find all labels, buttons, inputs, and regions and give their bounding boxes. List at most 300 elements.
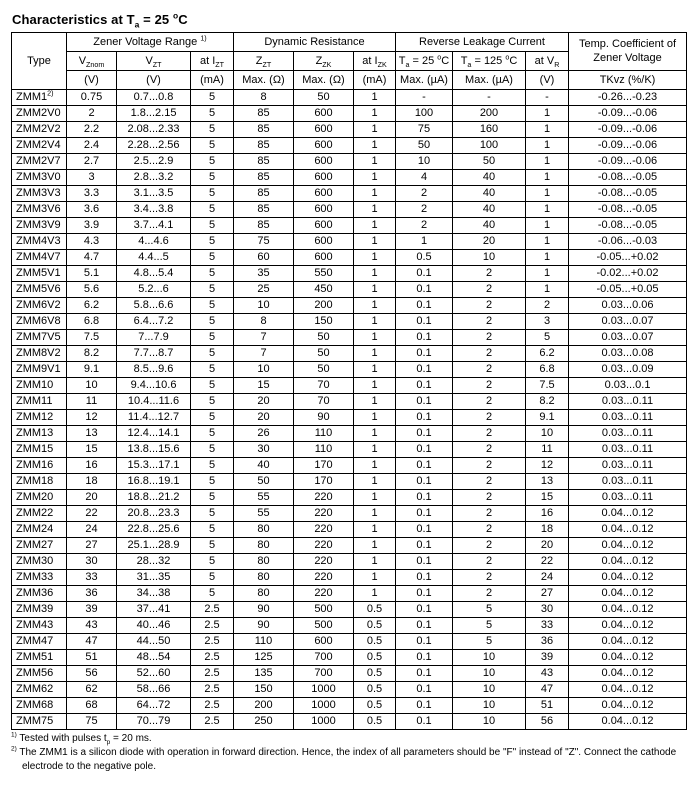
cell-tk: 0.04...0.12 — [569, 586, 687, 602]
cell-z-zt: 200 — [234, 698, 294, 714]
cell-at-izk: 0.5 — [354, 618, 396, 634]
cell-at-vr: 11 — [526, 442, 569, 458]
cell-ir-125c: 160 — [453, 122, 526, 138]
cell-type: ZMM2V7 — [12, 154, 67, 170]
table-row — [12, 474, 687, 490]
cell-ir-25c: 0.1 — [396, 538, 453, 554]
cell-at-izk: 1 — [354, 250, 396, 266]
cell-v-znom: 6.8 — [67, 314, 117, 330]
cell-at-izt: 2.5 — [191, 650, 234, 666]
cell-ir-125c: 40 — [453, 218, 526, 234]
cell-ir-25c: 0.1 — [396, 682, 453, 698]
table-row — [12, 186, 687, 202]
cell-z-zk: 600 — [294, 234, 354, 250]
cell-ir-25c: 0.1 — [396, 506, 453, 522]
cell-tk: 0.04...0.12 — [569, 522, 687, 538]
cell-z-zt: 10 — [234, 362, 294, 378]
cell-v-znom: 4.3 — [67, 234, 117, 250]
cell-ir-125c: 2 — [453, 554, 526, 570]
cell-at-izk: 1 — [354, 394, 396, 410]
cell-v-znom: 30 — [67, 554, 117, 570]
cell-tk: 0.03...0.11 — [569, 442, 687, 458]
table-header-group-row — [12, 33, 687, 52]
cell-v-zt: 16.8...19.1 — [117, 474, 191, 490]
cell-at-izt: 5 — [191, 154, 234, 170]
cell-ir-25c: 2 — [396, 186, 453, 202]
cell-at-izk: 1 — [354, 458, 396, 474]
cell-at-izt: 5 — [191, 506, 234, 522]
cell-at-vr: 2 — [526, 298, 569, 314]
cell-v-znom: 22 — [67, 506, 117, 522]
cell-at-vr: 8.2 — [526, 394, 569, 410]
cell-v-znom: 9.1 — [67, 362, 117, 378]
cell-at-izt: 5 — [191, 586, 234, 602]
cell-z-zk: 150 — [294, 314, 354, 330]
cell-v-znom: 2.2 — [67, 122, 117, 138]
cell-v-zt: 9.4...10.6 — [117, 378, 191, 394]
cell-tk: -0.08...-0.05 — [569, 218, 687, 234]
cell-v-znom: 0.75 — [67, 90, 117, 106]
cell-at-izt: 2.5 — [191, 618, 234, 634]
group-header-temp-coefficient: Temp. Coefficient of Zener Voltage — [569, 33, 687, 71]
cell-z-zk: 600 — [294, 634, 354, 650]
cell-at-izk: 1 — [354, 570, 396, 586]
cell-v-znom: 10 — [67, 378, 117, 394]
cell-v-zt: 70...79 — [117, 714, 191, 730]
cell-at-izt: 2.5 — [191, 714, 234, 730]
cell-at-izk: 0.5 — [354, 602, 396, 618]
table-row — [12, 170, 687, 186]
cell-z-zt: 135 — [234, 666, 294, 682]
cell-at-izk: 1 — [354, 298, 396, 314]
cell-v-znom: 18 — [67, 474, 117, 490]
cell-z-zk: 600 — [294, 154, 354, 170]
table-row — [12, 90, 687, 106]
cell-at-vr: 33 — [526, 618, 569, 634]
cell-v-zt: 2.28...2.56 — [117, 138, 191, 154]
cell-v-zt: 13.8...15.6 — [117, 442, 191, 458]
cell-tk: 0.03...0.11 — [569, 458, 687, 474]
cell-tk: 0.04...0.12 — [569, 714, 687, 730]
cell-v-zt: 40...46 — [117, 618, 191, 634]
cell-z-zk: 110 — [294, 426, 354, 442]
cell-z-zt: 80 — [234, 570, 294, 586]
cell-tk: -0.08...-0.05 — [569, 202, 687, 218]
cell-v-zt: 28...32 — [117, 554, 191, 570]
cell-v-zt: 31...35 — [117, 570, 191, 586]
cell-v-znom: 56 — [67, 666, 117, 682]
cell-ir-25c: 4 — [396, 170, 453, 186]
cell-at-izk: 1 — [354, 442, 396, 458]
cell-z-zk: 600 — [294, 186, 354, 202]
cell-ir-125c: 2 — [453, 426, 526, 442]
cell-at-izk: 1 — [354, 170, 396, 186]
cell-at-izt: 5 — [191, 170, 234, 186]
cell-at-izk: 1 — [354, 362, 396, 378]
cell-type: ZMM2V0 — [12, 106, 67, 122]
unit-at-izk: (mA) — [354, 71, 396, 90]
cell-z-zt: 7 — [234, 346, 294, 362]
cell-at-izt: 5 — [191, 250, 234, 266]
cell-v-znom: 39 — [67, 602, 117, 618]
cell-z-zk: 700 — [294, 650, 354, 666]
cell-z-zk: 220 — [294, 570, 354, 586]
cell-v-znom: 12 — [67, 410, 117, 426]
cell-type: ZMM9V1 — [12, 362, 67, 378]
cell-v-znom: 24 — [67, 522, 117, 538]
cell-at-vr: 1 — [526, 106, 569, 122]
cell-at-izt: 2.5 — [191, 602, 234, 618]
cell-tk: 0.03...0.09 — [569, 362, 687, 378]
cell-at-vr: 10 — [526, 426, 569, 442]
cell-z-zt: 50 — [234, 474, 294, 490]
cell-at-izk: 0.5 — [354, 698, 396, 714]
cell-z-zt: 80 — [234, 522, 294, 538]
cell-v-znom: 15 — [67, 442, 117, 458]
cell-tk: 0.03...0.11 — [569, 474, 687, 490]
cell-at-izt: 5 — [191, 234, 234, 250]
cell-z-zt: 85 — [234, 138, 294, 154]
cell-at-izk: 0.5 — [354, 682, 396, 698]
cell-at-izk: 1 — [354, 554, 396, 570]
table-row — [12, 538, 687, 554]
cell-tk: 0.04...0.12 — [569, 682, 687, 698]
cell-v-znom: 8.2 — [67, 346, 117, 362]
cell-tk: -0.09...-0.06 — [569, 138, 687, 154]
cell-tk: 0.04...0.12 — [569, 554, 687, 570]
cell-tk: -0.09...-0.06 — [569, 122, 687, 138]
unit-zzk: Max. (Ω) — [294, 71, 354, 90]
unit-ta-125c: Max. (µA) — [453, 71, 526, 90]
cell-ir-125c: 2 — [453, 586, 526, 602]
cell-z-zk: 70 — [294, 378, 354, 394]
cell-ir-25c: 100 — [396, 106, 453, 122]
cell-z-zt: 85 — [234, 154, 294, 170]
table-row — [12, 410, 687, 426]
cell-at-izt: 5 — [191, 266, 234, 282]
cell-v-zt: 37...41 — [117, 602, 191, 618]
cell-at-izt: 5 — [191, 330, 234, 346]
table-row — [12, 234, 687, 250]
cell-at-izt: 5 — [191, 538, 234, 554]
cell-tk: 0.04...0.12 — [569, 618, 687, 634]
cell-at-izk: 1 — [354, 314, 396, 330]
cell-at-izt: 5 — [191, 298, 234, 314]
cell-v-znom: 5.6 — [67, 282, 117, 298]
cell-at-izt: 2.5 — [191, 666, 234, 682]
cell-z-zk: 50 — [294, 346, 354, 362]
cell-tk: 0.04...0.12 — [569, 634, 687, 650]
cell-tk: -0.26...-0.23 — [569, 90, 687, 106]
cell-type: ZMM7V5 — [12, 330, 67, 346]
cell-z-zk: 220 — [294, 538, 354, 554]
cell-v-zt: 0.7...0.8 — [117, 90, 191, 106]
table-header-units-row — [12, 71, 687, 90]
cell-ir-25c: 0.1 — [396, 394, 453, 410]
cell-z-zt: 20 — [234, 394, 294, 410]
cell-z-zt: 55 — [234, 506, 294, 522]
col-header-vznom: $V_{Znom}$ — [67, 52, 117, 71]
cell-at-izt: 5 — [191, 282, 234, 298]
cell-at-vr: 1 — [526, 282, 569, 298]
cell-at-vr: 1 — [526, 218, 569, 234]
cell-type: ZMM5V6 — [12, 282, 67, 298]
cell-at-vr: 3 — [526, 314, 569, 330]
cell-z-zt: 125 — [234, 650, 294, 666]
cell-v-znom: 43 — [67, 618, 117, 634]
cell-v-zt: 4...4.6 — [117, 234, 191, 250]
cell-tk: -0.06...-0.03 — [569, 234, 687, 250]
cell-type: ZMM8V2 — [12, 346, 67, 362]
col-header-ta-25c: $T_a = 25$ $^o$C — [396, 52, 453, 71]
cell-v-zt: 11.4...12.7 — [117, 410, 191, 426]
cell-z-zt: 10 — [234, 298, 294, 314]
cell-v-zt: 3.1...3.5 — [117, 186, 191, 202]
cell-z-zk: 50 — [294, 362, 354, 378]
cell-at-vr: 15 — [526, 490, 569, 506]
cell-ir-25c: 0.1 — [396, 330, 453, 346]
table-row — [12, 330, 687, 346]
cell-ir-25c: 0.1 — [396, 378, 453, 394]
cell-at-izt: 5 — [191, 362, 234, 378]
cell-z-zk: 220 — [294, 586, 354, 602]
cell-ir-125c: 20 — [453, 234, 526, 250]
cell-ir-25c: - — [396, 90, 453, 106]
cell-type: ZMM3V6 — [12, 202, 67, 218]
table-row — [12, 554, 687, 570]
cell-v-zt: 8.5...9.6 — [117, 362, 191, 378]
cell-at-izt: 5 — [191, 106, 234, 122]
table-row — [12, 570, 687, 586]
cell-type: ZMM4V3 — [12, 234, 67, 250]
cell-z-zt: 80 — [234, 554, 294, 570]
cell-v-znom: 2.7 — [67, 154, 117, 170]
table-row — [12, 298, 687, 314]
cell-z-zk: 200 — [294, 298, 354, 314]
cell-type: ZMM2V2 — [12, 122, 67, 138]
cell-at-vr: 6.2 — [526, 346, 569, 362]
cell-ir-25c: 0.1 — [396, 474, 453, 490]
cell-z-zt: 20 — [234, 410, 294, 426]
table-row — [12, 618, 687, 634]
cell-z-zt: 75 — [234, 234, 294, 250]
cell-z-zt: 40 — [234, 458, 294, 474]
cell-v-zt: 2.08...2.33 — [117, 122, 191, 138]
cell-z-zt: 30 — [234, 442, 294, 458]
cell-at-izt: 2.5 — [191, 634, 234, 650]
cell-ir-25c: 75 — [396, 122, 453, 138]
cell-ir-125c: 50 — [453, 154, 526, 170]
unit-ta-25c: Max. (µA) — [396, 71, 453, 90]
cell-ir-125c: 40 — [453, 186, 526, 202]
cell-v-zt: 10.4...11.6 — [117, 394, 191, 410]
cell-ir-25c: 0.1 — [396, 298, 453, 314]
cell-at-izk: 1 — [354, 266, 396, 282]
cell-ir-25c: 0.1 — [396, 714, 453, 730]
cell-ir-125c: 40 — [453, 170, 526, 186]
table-row — [12, 490, 687, 506]
cell-ir-25c: 0.1 — [396, 634, 453, 650]
cell-ir-125c: 100 — [453, 138, 526, 154]
cell-at-izk: 1 — [354, 490, 396, 506]
cell-at-vr: 47 — [526, 682, 569, 698]
cell-at-vr: 16 — [526, 506, 569, 522]
table-row — [12, 602, 687, 618]
cell-ir-25c: 0.1 — [396, 314, 453, 330]
cell-tk: 0.04...0.12 — [569, 698, 687, 714]
cell-z-zk: 450 — [294, 282, 354, 298]
table-row — [12, 666, 687, 682]
cell-at-izk: 1 — [354, 218, 396, 234]
table-row — [12, 122, 687, 138]
cell-at-izk: 1 — [354, 538, 396, 554]
cell-at-izt: 5 — [191, 490, 234, 506]
cell-at-izt: 5 — [191, 474, 234, 490]
table-row — [12, 650, 687, 666]
cell-at-izk: 1 — [354, 186, 396, 202]
col-header-zzt: $Z_{ZT}$ — [234, 52, 294, 71]
cell-ir-25c: 50 — [396, 138, 453, 154]
unit-at-izt: (mA) — [191, 71, 234, 90]
cell-at-vr: 24 — [526, 570, 569, 586]
cell-v-zt: 5.2...6 — [117, 282, 191, 298]
cell-tk: 0.03...0.11 — [569, 394, 687, 410]
cell-z-zk: 170 — [294, 458, 354, 474]
cell-v-znom: 33 — [67, 570, 117, 586]
cell-type: ZMM5V1 — [12, 266, 67, 282]
unit-at-vr: (V) — [526, 71, 569, 90]
cell-z-zk: 600 — [294, 170, 354, 186]
cell-at-vr: 6.8 — [526, 362, 569, 378]
group-header-reverse-leakage-current: Reverse Leakage Current — [396, 33, 569, 52]
cell-at-vr: 7.5 — [526, 378, 569, 394]
cell-ir-25c: 0.1 — [396, 346, 453, 362]
cell-at-izk: 1 — [354, 138, 396, 154]
cell-type: ZMM1$^{2)}$ — [12, 90, 67, 106]
cell-type: ZMM27 — [12, 538, 67, 554]
cell-z-zt: 85 — [234, 106, 294, 122]
cell-v-znom: 16 — [67, 458, 117, 474]
cell-at-vr: 1 — [526, 122, 569, 138]
cell-at-izt: 5 — [191, 138, 234, 154]
cell-at-izk: 1 — [354, 90, 396, 106]
cell-ir-125c: 5 — [453, 602, 526, 618]
unit-vznom: (V) — [67, 71, 117, 90]
cell-z-zk: 600 — [294, 138, 354, 154]
cell-at-vr: 27 — [526, 586, 569, 602]
table-row — [12, 138, 687, 154]
table-row — [12, 522, 687, 538]
cell-ir-125c: 2 — [453, 506, 526, 522]
table-row — [12, 314, 687, 330]
cell-type: ZMM11 — [12, 394, 67, 410]
cell-at-izt: 5 — [191, 218, 234, 234]
cell-z-zk: 220 — [294, 554, 354, 570]
cell-tk: -0.09...-0.06 — [569, 106, 687, 122]
cell-type: ZMM15 — [12, 442, 67, 458]
cell-z-zt: 35 — [234, 266, 294, 282]
cell-z-zk: 220 — [294, 490, 354, 506]
col-header-vzt: $V_{ZT}$ — [117, 52, 191, 71]
cell-ir-25c: 0.1 — [396, 282, 453, 298]
cell-v-zt: 44...50 — [117, 634, 191, 650]
cell-at-vr: 1 — [526, 266, 569, 282]
cell-z-zk: 1000 — [294, 682, 354, 698]
cell-at-izt: 5 — [191, 378, 234, 394]
cell-v-znom: 3.3 — [67, 186, 117, 202]
cell-ir-125c: 2 — [453, 378, 526, 394]
cell-type: ZMM6V8 — [12, 314, 67, 330]
cell-at-izk: 1 — [354, 282, 396, 298]
cell-ir-25c: 0.1 — [396, 490, 453, 506]
cell-type: ZMM2V4 — [12, 138, 67, 154]
cell-z-zt: 110 — [234, 634, 294, 650]
cell-z-zt: 90 — [234, 618, 294, 634]
cell-v-zt: 48...54 — [117, 650, 191, 666]
cell-tk: 0.03...0.07 — [569, 330, 687, 346]
cell-tk: -0.08...-0.05 — [569, 170, 687, 186]
cell-at-izk: 1 — [354, 330, 396, 346]
cell-z-zt: 15 — [234, 378, 294, 394]
group-header-dynamic-resistance: Dynamic Resistance — [234, 33, 396, 52]
cell-v-zt: 7...7.9 — [117, 330, 191, 346]
cell-at-izk: 1 — [354, 378, 396, 394]
cell-v-znom: 68 — [67, 698, 117, 714]
cell-tk: 0.04...0.12 — [569, 506, 687, 522]
cell-ir-125c: 2 — [453, 298, 526, 314]
cell-v-zt: 1.8...2.15 — [117, 106, 191, 122]
cell-at-vr: 5 — [526, 330, 569, 346]
cell-ir-25c: 0.1 — [396, 586, 453, 602]
cell-ir-25c: 0.1 — [396, 442, 453, 458]
cell-type: ZMM56 — [12, 666, 67, 682]
cell-z-zk: 110 — [294, 442, 354, 458]
page-title: Characteristics at $T_a = 25$ $^o$C — [12, 10, 188, 30]
cell-at-vr: 30 — [526, 602, 569, 618]
table-row — [12, 394, 687, 410]
cell-at-vr: - — [526, 90, 569, 106]
cell-at-vr: 1 — [526, 138, 569, 154]
cell-tk: 0.03...0.1 — [569, 378, 687, 394]
cell-at-izt: 5 — [191, 410, 234, 426]
cell-v-zt: 4.8...5.4 — [117, 266, 191, 282]
col-header-at-izt: at $I_{ZT}$ — [191, 52, 234, 71]
cell-at-izk: 1 — [354, 522, 396, 538]
cell-z-zk: 50 — [294, 330, 354, 346]
cell-at-izt: 5 — [191, 426, 234, 442]
table-body — [12, 90, 687, 730]
table-row — [12, 378, 687, 394]
cell-at-vr: 1 — [526, 154, 569, 170]
cell-at-izk: 0.5 — [354, 666, 396, 682]
cell-ir-125c: 2 — [453, 442, 526, 458]
cell-ir-25c: 0.1 — [396, 618, 453, 634]
cell-at-vr: 13 — [526, 474, 569, 490]
cell-ir-125c: 10 — [453, 250, 526, 266]
table-row — [12, 714, 687, 730]
cell-ir-25c: 0.1 — [396, 602, 453, 618]
cell-z-zk: 220 — [294, 522, 354, 538]
cell-ir-125c: 10 — [453, 682, 526, 698]
cell-ir-125c: 10 — [453, 714, 526, 730]
cell-type: ZMM4V7 — [12, 250, 67, 266]
cell-ir-25c: 0.1 — [396, 426, 453, 442]
cell-at-izt: 5 — [191, 554, 234, 570]
cell-v-zt: 34...38 — [117, 586, 191, 602]
cell-ir-25c: 0.5 — [396, 250, 453, 266]
cell-z-zt: 85 — [234, 170, 294, 186]
cell-tk: 0.04...0.12 — [569, 570, 687, 586]
